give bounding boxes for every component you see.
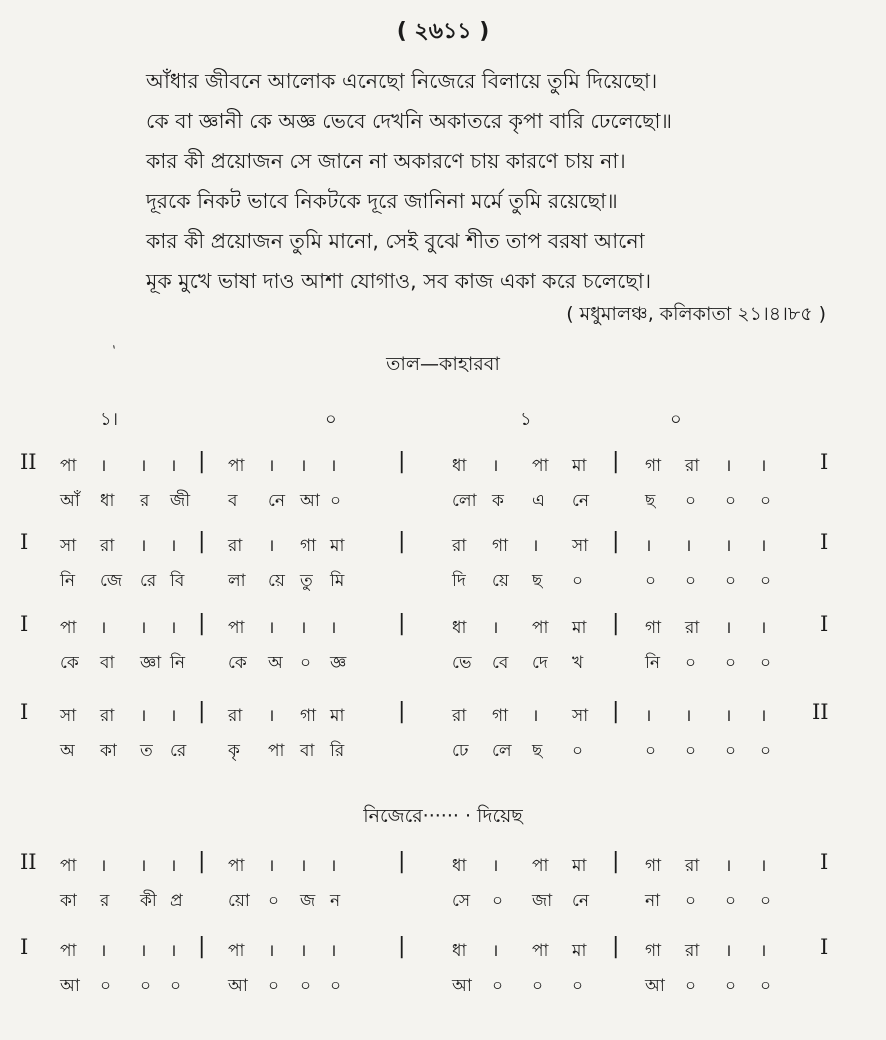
syllable: জা (532, 891, 553, 911)
note: । (760, 456, 767, 476)
note: গা (645, 941, 662, 961)
syllable: লা (228, 571, 246, 591)
barline: | (398, 849, 406, 874)
syllable: নে (268, 491, 286, 511)
note: মা (572, 618, 587, 638)
syllable: য়ো (228, 891, 250, 911)
note: । (268, 856, 275, 876)
syllable: দি (452, 571, 466, 591)
lyric-syllable-row (0, 738, 886, 774)
note: । (532, 706, 539, 726)
tala-heading: তাল—কাহারবা (386, 353, 500, 375)
syllable: ০ (725, 976, 737, 996)
note: । (170, 456, 177, 476)
note: গা (645, 856, 662, 876)
note: । (100, 456, 107, 476)
note: । (330, 456, 337, 476)
syllable: নি (60, 571, 76, 591)
syllable: নি (170, 653, 186, 673)
syllable: বে (492, 653, 509, 673)
note: রা (100, 536, 115, 556)
note: পা (60, 456, 77, 476)
note: । (760, 856, 767, 876)
note: । (492, 456, 499, 476)
syllable: ০ (685, 653, 697, 673)
beat-marker-3: ১ (520, 409, 532, 430)
syllable: ০ (268, 976, 280, 996)
syllable: ০ (685, 571, 697, 591)
note: পা (228, 618, 245, 638)
note: । (760, 536, 767, 556)
syllable: এ (532, 491, 545, 511)
syllable: য়ে (492, 571, 509, 591)
notation-row (0, 935, 886, 975)
note: রা (685, 941, 700, 961)
note: পা (228, 856, 245, 876)
note: । (685, 536, 692, 556)
note: । (268, 618, 275, 638)
barline: | (398, 449, 406, 474)
syllable: কৃ (228, 741, 240, 761)
note: পা (532, 941, 549, 961)
end-barline: I (820, 850, 829, 874)
notation-row (0, 612, 886, 652)
syllable: র (140, 491, 150, 511)
note: । (140, 941, 147, 961)
start-barline: II (20, 450, 37, 474)
note: পা (60, 618, 77, 638)
syllable: ০ (760, 891, 772, 911)
lyric-line-6: মূক মুখে ভাষা দাও আশা যোগাও, সব কাজ একা করে চলেছো। (146, 269, 652, 293)
beat-marker-1: ১। (100, 409, 119, 430)
barline: | (198, 529, 206, 554)
note: গা (645, 618, 662, 638)
notation-row (0, 450, 886, 490)
note: সা (60, 536, 77, 556)
barline: | (398, 699, 406, 724)
note: । (492, 941, 499, 961)
syllable: ধা (100, 491, 115, 511)
note: । (100, 618, 107, 638)
syllable: ০ (572, 741, 584, 761)
end-barline: I (820, 612, 829, 636)
note: রা (685, 856, 700, 876)
note: । (492, 618, 499, 638)
lyric-line-4: দূরকে নিকট ভাবে নিকটকে দূরে জানিনা মর্মে তুমি রয়েছো॥ (146, 189, 618, 213)
note: । (170, 618, 177, 638)
lyric-syllable-row (0, 568, 886, 604)
note: । (140, 536, 147, 556)
note: রা (100, 706, 115, 726)
syllable: ০ (725, 653, 737, 673)
syllable: ০ (685, 976, 697, 996)
syllable: ০ (725, 491, 737, 511)
note: । (268, 941, 275, 961)
syllable: কা (60, 891, 77, 911)
note: । (170, 941, 177, 961)
syllable: আঁ (60, 491, 80, 511)
lyric-line-3: কার কী প্রয়োজন সে জানে না অকারণে চায় কারণে চায় না। (146, 149, 626, 173)
syllable: ০ (268, 891, 280, 911)
note: মা (572, 941, 587, 961)
notation-row (0, 850, 886, 890)
syllable: বি (170, 571, 185, 591)
syllable: ০ (330, 491, 342, 511)
syllable: র (100, 891, 110, 911)
note: । (170, 856, 177, 876)
note: পা (228, 456, 245, 476)
syllable: ০ (685, 491, 697, 511)
barline: | (398, 934, 406, 959)
syllable: ০ (645, 571, 657, 591)
barline: | (198, 849, 206, 874)
syllable: জে (100, 571, 123, 591)
syllable: প্র (170, 891, 183, 911)
syllable: না (645, 891, 661, 911)
song-number: ( ২৬১১ ) (396, 19, 490, 44)
syllable: কা (100, 741, 117, 761)
syllable: ০ (685, 741, 697, 761)
lyric-line-1: আঁধার জীবনে আলোক এনেছো নিজেরে বিলায়ে তুমি দিয়েছো। (146, 69, 658, 93)
syllable: ০ (532, 976, 544, 996)
note: । (100, 941, 107, 961)
note: । (645, 706, 652, 726)
syllable: ক (492, 491, 504, 511)
syllable: ন (330, 891, 341, 911)
syllable: জী (170, 491, 191, 511)
syllable: তু (300, 571, 313, 591)
note: পা (60, 941, 77, 961)
syllable: ০ (760, 491, 772, 511)
syllable: ঢে (452, 741, 469, 761)
syllable: মি (330, 571, 345, 591)
note: ধা (452, 618, 467, 638)
note: । (725, 456, 732, 476)
note: । (725, 706, 732, 726)
note: । (268, 456, 275, 476)
syllable: ভে (452, 653, 472, 673)
notation-row (0, 700, 886, 740)
note: । (760, 618, 767, 638)
syllable: ০ (760, 571, 772, 591)
barline: | (612, 529, 620, 554)
syllable: জ্ঞ (330, 653, 347, 673)
note: সা (572, 706, 589, 726)
barline: | (612, 611, 620, 636)
note: । (330, 618, 337, 638)
note: পা (532, 856, 549, 876)
note: । (532, 536, 539, 556)
note: মা (572, 456, 587, 476)
syllable: সে (452, 891, 471, 911)
syllable: আ (645, 976, 665, 996)
syllable: পা (268, 741, 285, 761)
note: । (268, 706, 275, 726)
barline: | (198, 611, 206, 636)
note: সা (572, 536, 589, 556)
syllable: ০ (572, 571, 584, 591)
syllable: ০ (170, 976, 182, 996)
barline: | (612, 934, 620, 959)
barline: | (398, 529, 406, 554)
note: । (140, 856, 147, 876)
syllable: অ (268, 653, 283, 673)
syllable: রে (140, 571, 157, 591)
lyric-syllable-row (0, 888, 886, 924)
start-barline: I (20, 530, 29, 554)
syllable: ব (228, 491, 238, 511)
note: । (300, 618, 307, 638)
syllable: ০ (492, 891, 504, 911)
syllable: জ্ঞা (140, 653, 162, 673)
lyric-line-2: কে বা জ্ঞানী কে অজ্ঞ ভেবে দেখনি অকাতরে কৃপা বারি ঢেলেছো॥ (146, 109, 673, 133)
note: ধা (452, 856, 467, 876)
note: । (300, 941, 307, 961)
lyric-syllable-row (0, 488, 886, 524)
start-barline: II (20, 850, 37, 874)
note: । (725, 941, 732, 961)
syllable: কে (228, 653, 247, 673)
note: । (685, 706, 692, 726)
note: । (268, 536, 275, 556)
syllable: লো (452, 491, 477, 511)
syllable: ০ (645, 741, 657, 761)
note: । (140, 456, 147, 476)
note: রা (228, 706, 243, 726)
syllable: ০ (140, 976, 152, 996)
note: । (760, 706, 767, 726)
end-barline: II (812, 700, 829, 724)
syllable: ০ (330, 976, 342, 996)
syllable: কে (60, 653, 79, 673)
syllable: নি (645, 653, 661, 673)
syllable: ০ (725, 571, 737, 591)
syllable: দে (532, 653, 548, 673)
barline: | (612, 849, 620, 874)
note: । (492, 856, 499, 876)
syllable: খ (572, 653, 584, 673)
lyric-line-5: কার কী প্রয়োজন তুমি মানো, সেই বুঝে শীত তাপ বরষা আনো (146, 229, 645, 253)
syllable: ০ (300, 653, 312, 673)
end-barline: I (820, 530, 829, 554)
note: রা (452, 706, 467, 726)
note: । (725, 856, 732, 876)
note: সা (60, 706, 77, 726)
syllable: অ (60, 741, 75, 761)
note: । (140, 706, 147, 726)
note: গা (300, 536, 317, 556)
note: গা (300, 706, 317, 726)
note: । (725, 536, 732, 556)
stray-mark: ˎ (110, 333, 125, 351)
syllable: ০ (760, 976, 772, 996)
note: গা (645, 456, 662, 476)
note: গা (492, 706, 509, 726)
note: মা (330, 706, 345, 726)
section-2-heading: নিজেরে······ · দিয়েছ (363, 805, 523, 827)
barline: | (198, 699, 206, 724)
syllable: আ (300, 491, 320, 511)
syllable: য়ে (268, 571, 285, 591)
notation-row (0, 530, 886, 570)
syllable: ০ (685, 891, 697, 911)
lyric-syllable-row (0, 650, 886, 686)
start-barline: I (20, 700, 29, 724)
note: মা (572, 856, 587, 876)
note: । (300, 456, 307, 476)
note: পা (532, 456, 549, 476)
note: রা (452, 536, 467, 556)
syllable: ছ (532, 571, 543, 591)
barline: | (398, 611, 406, 636)
beat-marker-4: ০ (670, 409, 682, 430)
syllable: ০ (725, 891, 737, 911)
syllable: ছ (532, 741, 543, 761)
syllable: ছ (645, 491, 656, 511)
syllable: ০ (760, 653, 772, 673)
syllable: ০ (572, 976, 584, 996)
note: । (760, 941, 767, 961)
note: । (140, 618, 147, 638)
syllable: বা (100, 653, 115, 673)
syllable: রে (170, 741, 187, 761)
note: রা (685, 618, 700, 638)
note: । (330, 856, 337, 876)
note: পা (60, 856, 77, 876)
syllable: নে (572, 891, 590, 911)
syllable: নে (572, 491, 590, 511)
syllable: ০ (492, 976, 504, 996)
note: পা (228, 941, 245, 961)
barline: | (612, 699, 620, 724)
syllable: ০ (760, 741, 772, 761)
syllable: লে (492, 741, 512, 761)
end-barline: I (820, 450, 829, 474)
note: । (725, 618, 732, 638)
note: । (330, 941, 337, 961)
note: । (100, 856, 107, 876)
syllable: ত (140, 741, 153, 761)
barline: | (198, 449, 206, 474)
barline: | (612, 449, 620, 474)
syllable: কী (140, 891, 157, 911)
syllable: আ (452, 976, 472, 996)
note: রা (685, 456, 700, 476)
note: । (170, 536, 177, 556)
note: রা (228, 536, 243, 556)
reference-note: ( মধুমালঞ্চ, কলিকাতা ২১।৪।৮৫ ) (566, 303, 826, 325)
syllable: ০ (300, 976, 312, 996)
note: । (645, 536, 652, 556)
note: মা (330, 536, 345, 556)
note: ধা (452, 941, 467, 961)
note: ধা (452, 456, 467, 476)
note: । (170, 706, 177, 726)
syllable: আ (228, 976, 248, 996)
end-barline: I (820, 935, 829, 959)
barline: | (198, 934, 206, 959)
syllable: ০ (100, 976, 112, 996)
start-barline: I (20, 612, 29, 636)
note: । (300, 856, 307, 876)
beat-markers (0, 405, 886, 429)
note: গা (492, 536, 509, 556)
note: পা (532, 618, 549, 638)
syllable: জ (300, 891, 316, 911)
syllable: আ (60, 976, 80, 996)
start-barline: I (20, 935, 29, 959)
syllable: ০ (725, 741, 737, 761)
beat-marker-2: ০ (325, 409, 337, 430)
syllable: রি (330, 741, 345, 761)
lyric-syllable-row (0, 973, 886, 1009)
syllable: বা (300, 741, 315, 761)
